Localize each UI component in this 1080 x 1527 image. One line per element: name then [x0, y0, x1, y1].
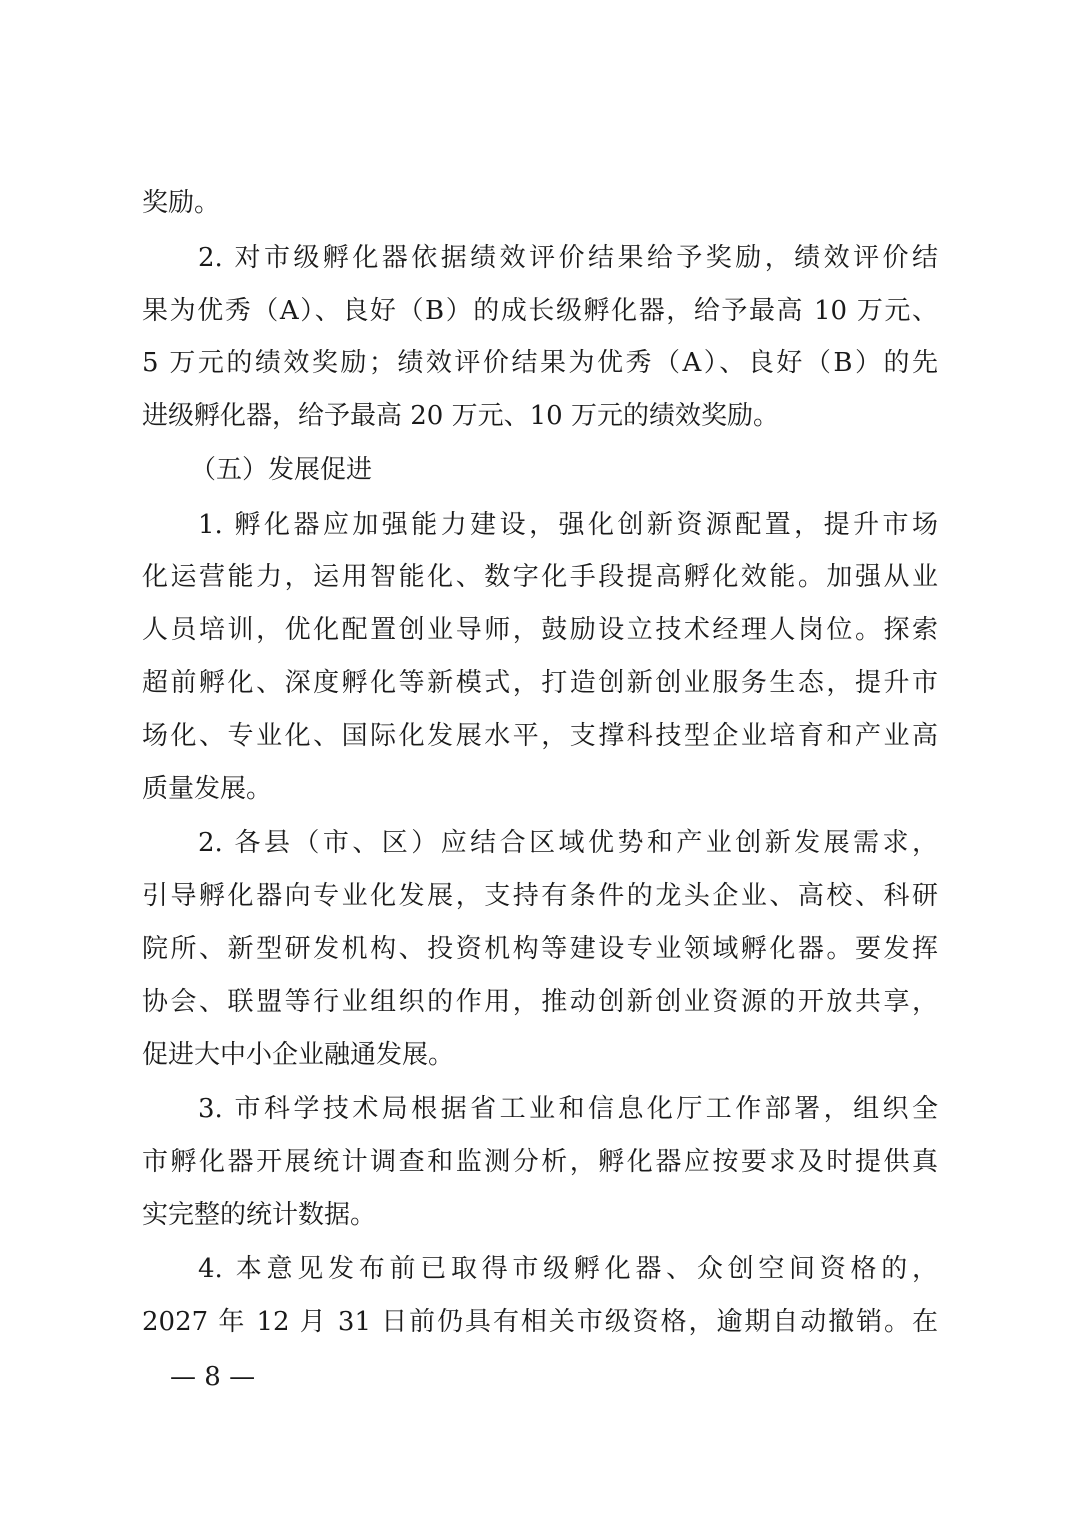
text-line: 5 万元的绩效奖励；绩效评价结果为优秀（A）、良好（B）的先 [142, 348, 938, 378]
text-line: 实完整的统计数据。 [142, 1200, 377, 1230]
text-line: 院所、新型研发机构、投资机构等建设专业领域孵化器。要发挥 [142, 934, 938, 964]
text-line: 引导孵化器向专业化发展，支持有条件的龙头企业、高校、科研 [142, 881, 938, 911]
text-line: 4. 本意见发布前已取得市级孵化器、众创空间资格的， [198, 1254, 938, 1284]
text-line: 3. 市科学技术局根据省工业和信息化厅工作部署，组织全 [198, 1094, 938, 1124]
text-line: 市孵化器开展统计调查和监测分析，孵化器应按要求及时提供真 [142, 1147, 938, 1177]
page-number: — 8 — [170, 1362, 256, 1392]
text-line: 2. 各县（市、区）应结合区域优势和产业创新发展需求， [198, 828, 938, 858]
text-line: 2. 对市级孵化器依据绩效评价结果给予奖励，绩效评价结 [198, 243, 938, 273]
text-line: 超前孵化、深度孵化等新模式，打造创新创业服务生态，提升市 [142, 668, 938, 698]
text-line: 果为优秀（A）、良好（B）的成长级孵化器，给予最高 10 万元、 [142, 296, 938, 326]
text-line: 2027 年 12 月 31 日前仍具有相关市级资格，逾期自动撤销。在 [142, 1307, 938, 1337]
text-line: 化运营能力，运用智能化、数字化手段提高孵化效能。加强从业 [142, 562, 938, 592]
text-line: 人员培训，优化配置创业导师，鼓励设立技术经理人岗位。探索 [142, 615, 938, 645]
text-line: 奖励。 [142, 188, 221, 218]
text-line: 场化、专业化、国际化发展水平，支撑科技型企业培育和产业高 [142, 721, 938, 751]
text-line: 质量发展。 [142, 774, 273, 804]
text-line: 促进大中小企业融通发展。 [142, 1040, 455, 1070]
text-line: 进级孵化器，给予最高 20 万元、10 万元的绩效奖励。 [142, 401, 779, 431]
text-line: 协会、联盟等行业组织的作用，推动创新创业资源的开放共享， [142, 987, 938, 1017]
text-line: 1. 孵化器应加强能力建设，强化创新资源配置，提升市场 [198, 510, 938, 540]
section-heading: （五）发展促进 [190, 455, 373, 485]
